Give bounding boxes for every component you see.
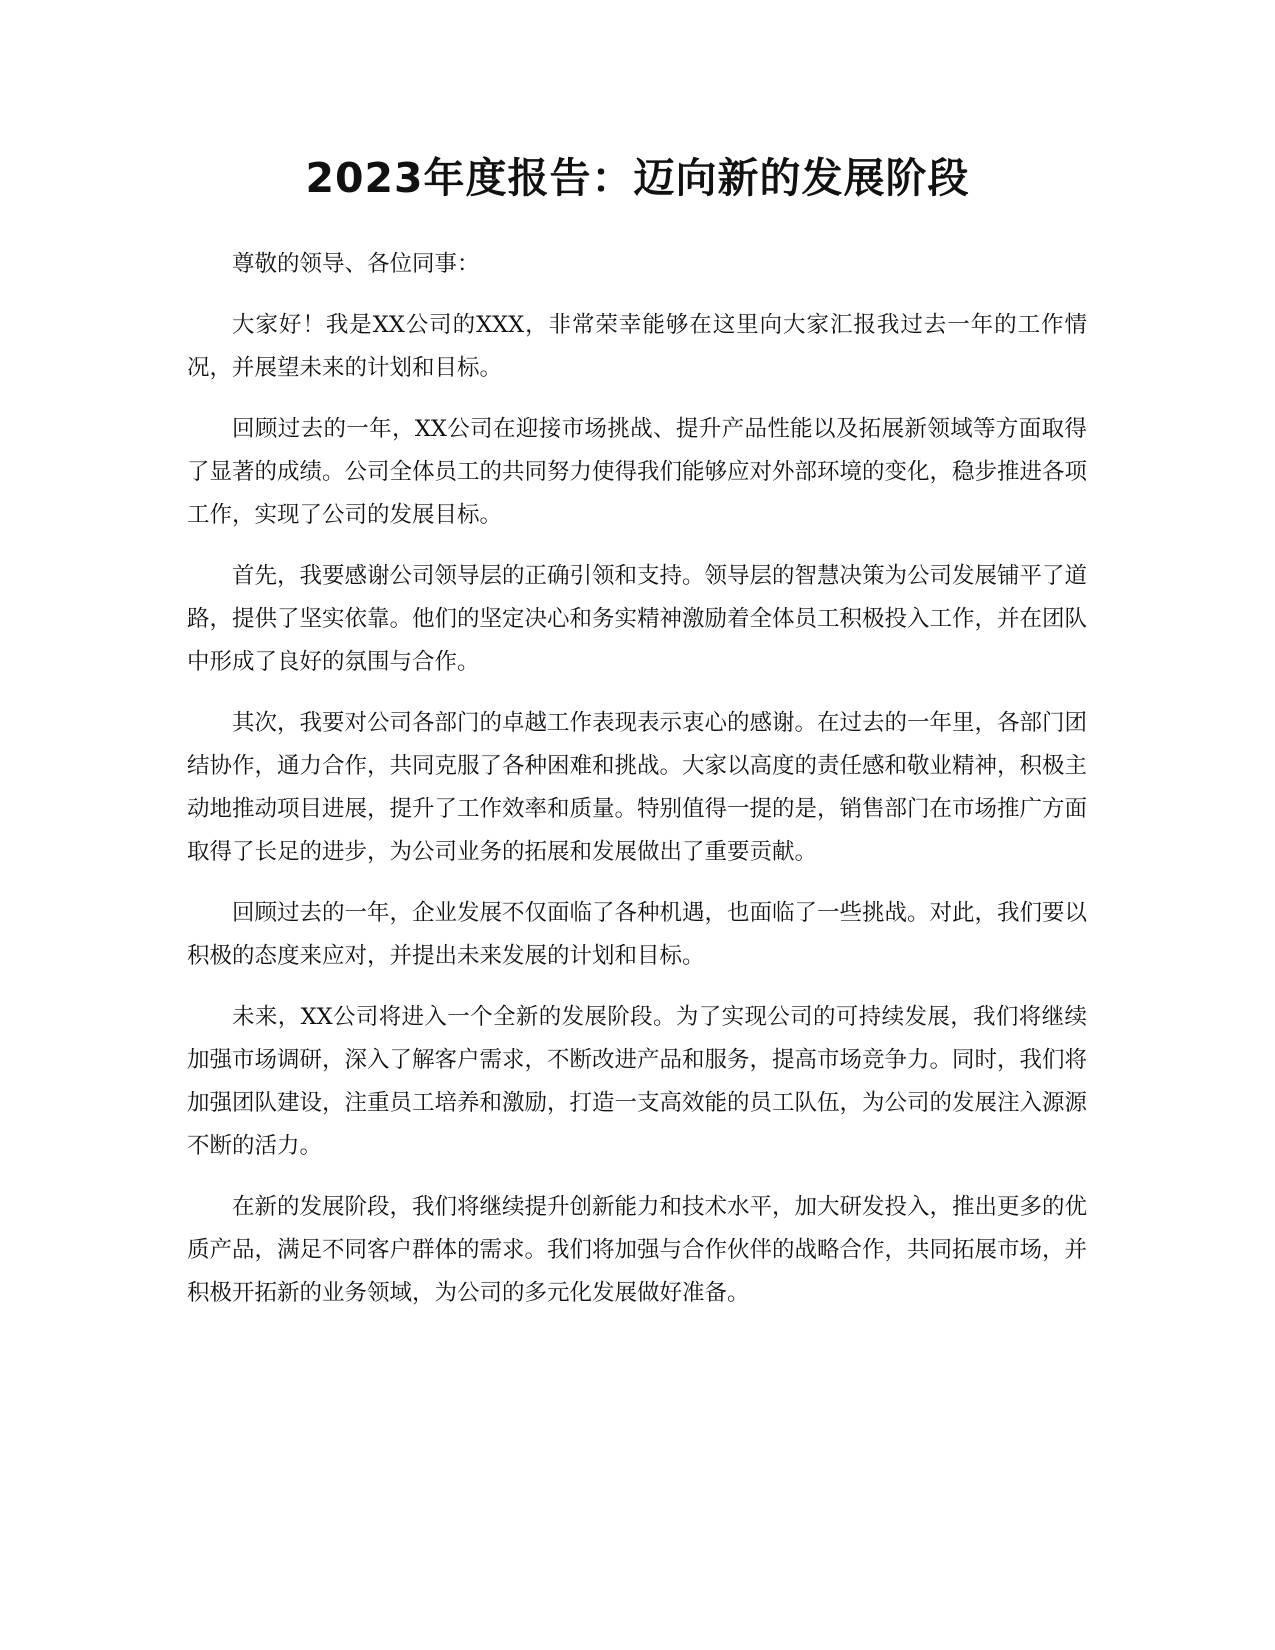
salutation-paragraph: 尊敬的领导、各位同事： bbox=[232, 251, 480, 277]
leadership-thanks-paragraph: 首先，我要感谢公司领导层的正确引领和支持。领导层的智慧决策为公司发展铺平了道路，提供了坚实依靠。他们的坚定决心和务实精神激励着全体员工积极投入工作，并在团队中形成了良好的氛围与合作。 bbox=[187, 563, 1088, 675]
future-plan-paragraph: 未来，XX公司将进入一个全新的发展阶段。为了实现公司的可持续发展，我们将继续加强市场调研，深入了解客户需求，不断改进产品和服务，提高市场竞争力。同时，我们将加强团队建设，注重员工培养和激励，打造一支高效能的员工队伍，为公司的发展注入源源不断的活力。 bbox=[187, 1004, 1088, 1159]
review-paragraph: 回顾过去的一年，XX公司在迎接市场挑战、提升产品性能以及拓展新领域等方面取得了显著的成绩。公司全体员工的共同努力使得我们能够应对外部环境的变化，稳步推进各项工作，实现了公司的发展目标。 bbox=[187, 416, 1088, 528]
department-thanks-paragraph: 其次，我要对公司各部门的卓越工作表现表示衷心的感谢。在过去的一年里，各部门团结协作，通力合作，共同克服了各种困难和挑战。大家以高度的责任感和敬业精神，积极主动地推动项目进展，提升了工作效率和质量。特别值得一提的是，销售部门在市场推广方面取得了长足的进步，为公司业务的拓展和发展做出了重要贡献。 bbox=[187, 710, 1088, 865]
document-body bbox=[187, 243, 1087, 1333]
challenges-paragraph: 回顾过去的一年，企业发展不仅面临了各种机遇，也面临了一些挑战。对此，我们要以积极的态度来应对，并提出未来发展的计划和目标。 bbox=[187, 900, 1088, 969]
document-title: 2023年度报告：迈向新的发展阶段 bbox=[305, 154, 970, 202]
greeting-paragraph: 大家好！我是XX公司的XXX，非常荣幸能够在这里向大家汇报我过去一年的工作情况，并展望未来的计划和目标。 bbox=[187, 312, 1087, 381]
innovation-paragraph: 在新的发展阶段，我们将继续提升创新能力和技术水平，加大研发投入，推出更多的优质产品，满足不同客户群体的需求。我们将加强与合作伙伴的战略合作，共同拓展市场，并积极开拓新的业务领域，为公司的多元化发展做好准备。 bbox=[187, 1194, 1088, 1306]
